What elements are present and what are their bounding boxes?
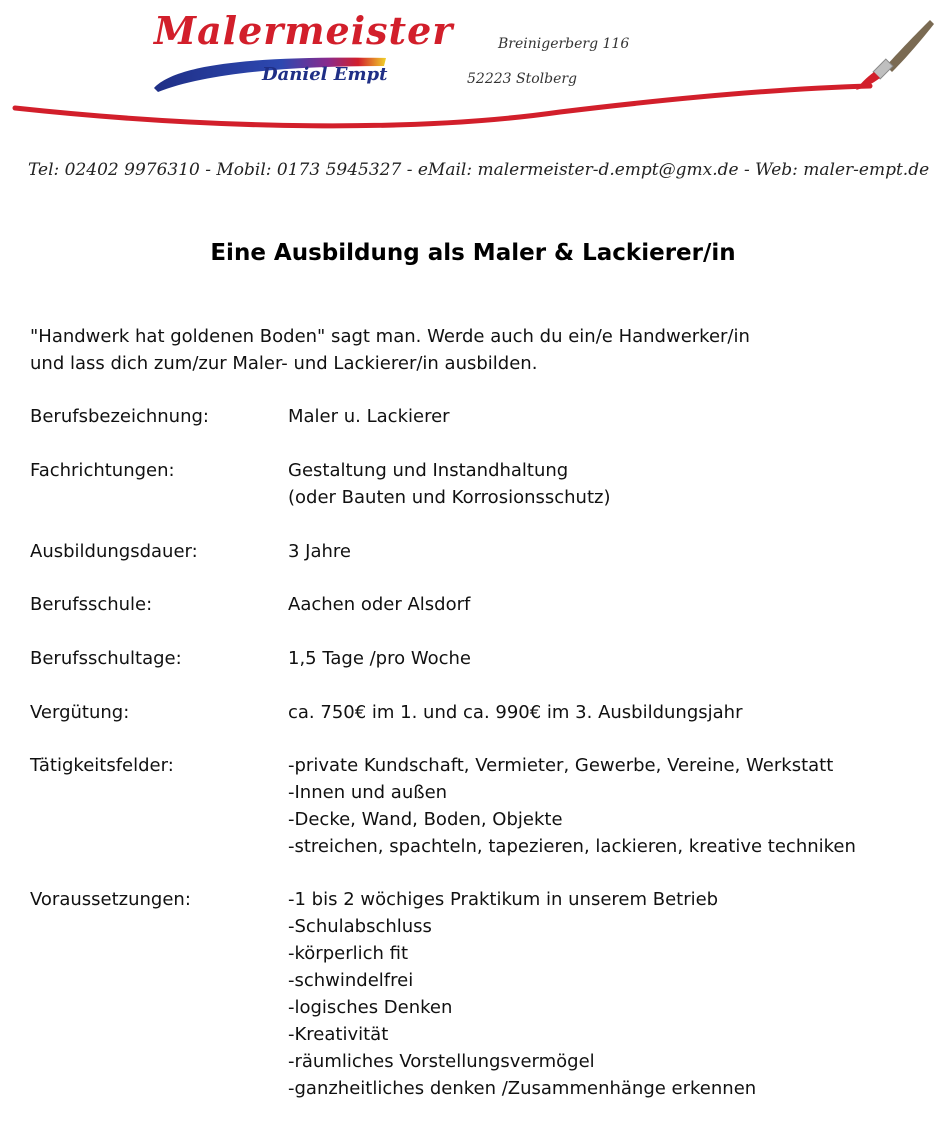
value-line: Maler u. Lackierer (288, 406, 450, 427)
value-line: -private Kundschaft, Vermieter, Gewerbe, Vereine, Werkstatt (288, 755, 834, 776)
value-voraussetzungen (288, 886, 756, 1102)
value-line: -räumliches Vorstellungsvermögel (288, 1051, 595, 1072)
label-berufsbezeichnung: Berufsbezeichnung: (30, 406, 209, 427)
value-taetigkeitsfelder (288, 752, 856, 860)
label-ausbildungsdauer: Ausbildungsdauer: (30, 541, 198, 562)
letterhead (0, 0, 946, 140)
value-line: Aachen oder Alsdorf (288, 594, 471, 615)
value-line: 3 Jahre (288, 541, 351, 562)
value-line: -ganzheitliches denken /Zusammenhänge erkennen (288, 1078, 757, 1099)
value-fachrichtungen (288, 457, 611, 511)
intro-line-2: und lass dich zum/zur Maler- und Lackierer/in ausbilden. (30, 353, 538, 374)
value-ausbildungsdauer (288, 538, 351, 565)
value-berufsschultage (288, 645, 471, 672)
value-line: -schwindelfrei (288, 970, 414, 991)
intro-line-1: "Handwerk hat goldenen Boden" sagt man. Werde auch du ein/e Handwerker/in (30, 326, 750, 347)
value-line: (oder Bauten und Korrosionsschutz) (288, 487, 611, 508)
intro-text (30, 323, 910, 377)
label-taetigkeitsfelder: Tätigkeitsfelder: (30, 755, 174, 776)
value-line: -1 bis 2 wöchiges Praktikum in unserem Betrieb (288, 889, 719, 910)
logo-title: Malermeister (154, 8, 454, 53)
page-title: Eine Ausbildung als Maler & Lackierer/in (210, 240, 736, 266)
address-city: 52223 Stolberg (467, 71, 578, 87)
address-street: Breinigerberg 116 (498, 36, 630, 52)
logo-subtitle: Daniel Empt (262, 64, 388, 85)
label-berufsschule: Berufsschule: (30, 594, 153, 615)
value-line: ca. 750€ im 1. und ca. 990€ im 3. Ausbildungsjahr (288, 702, 743, 723)
value-line: -Innen und außen (288, 782, 448, 803)
red-swoosh-line (0, 0, 946, 140)
value-line: 1,5 Tage /pro Woche (288, 648, 471, 669)
label-verguetung: Vergütung: (30, 702, 130, 723)
value-line: -streichen, spachteln, tapezieren, lackieren, kreative techniken (288, 836, 856, 857)
value-line: -logisches Denken (288, 997, 453, 1018)
value-line: -Schulabschluss (288, 916, 432, 937)
value-berufsschule (288, 591, 470, 618)
label-fachrichtungen: Fachrichtungen: (30, 460, 175, 481)
label-voraussetzungen: Voraussetzungen: (30, 889, 191, 910)
value-line: -Kreativität (288, 1024, 389, 1045)
value-berufsbezeichnung (288, 403, 450, 430)
paintbrush-icon (852, 14, 936, 94)
value-line: -körperlich fit (288, 943, 409, 964)
value-verguetung (288, 699, 742, 726)
label-berufsschultage: Berufsschultage: (30, 648, 182, 669)
value-line: -Decke, Wand, Boden, Objekte (288, 809, 563, 830)
value-line: Gestaltung und Instandhaltung (288, 460, 569, 481)
contact-line: Tel: 02402 9976310 - Mobil: 0173 5945327 - eMail: malermeister-d.empt@gmx.de - Web: maler-empt.de (28, 160, 930, 180)
